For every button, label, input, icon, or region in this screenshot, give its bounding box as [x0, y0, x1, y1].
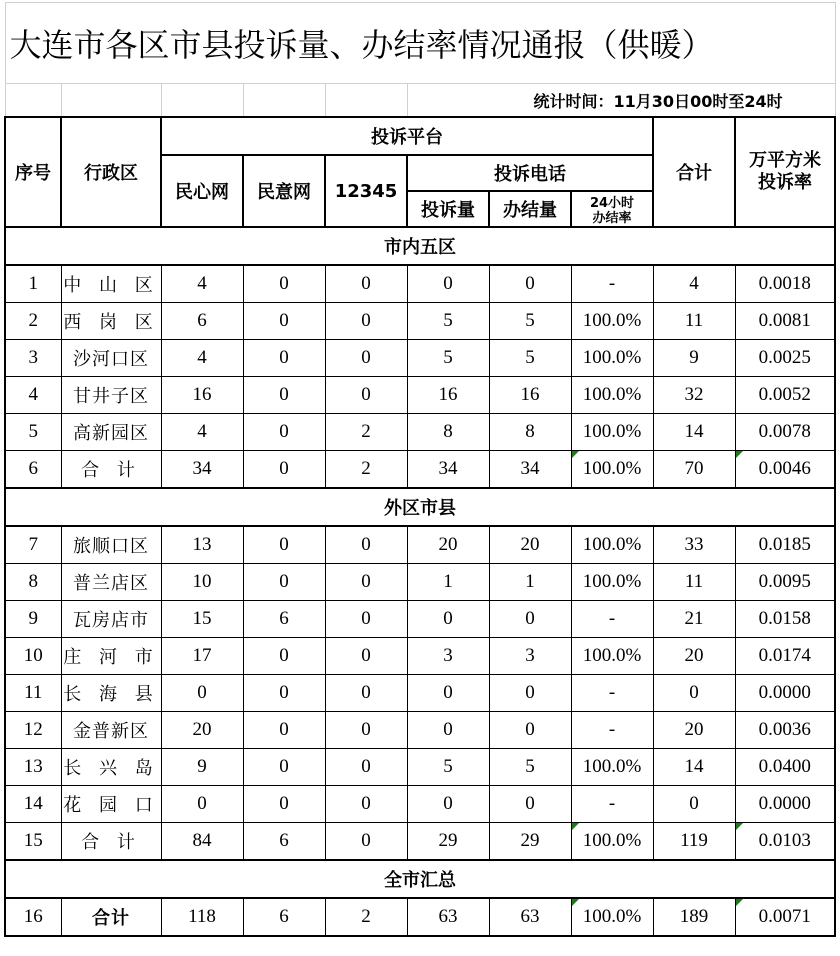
header-rate24-line2: 办结率	[592, 211, 632, 226]
cell-resolved[interactable]: 0	[489, 712, 571, 749]
section-title: 全市汇总	[5, 860, 835, 898]
cell-resolved[interactable]: 3	[489, 638, 571, 675]
cell-per-area[interactable]: 0.0000	[735, 786, 835, 823]
cell-minyi[interactable]: 0	[243, 340, 325, 377]
header-per-area-line1: 万平方米	[749, 150, 822, 171]
cell-seq[interactable]: 12	[5, 712, 61, 749]
header-minyi: 民意网	[243, 155, 325, 227]
table-row	[5, 340, 835, 377]
cell-total[interactable]: 9	[653, 340, 735, 377]
cell-district[interactable]: 西 岗 区	[61, 303, 161, 340]
empty-cell[interactable]	[243, 84, 325, 118]
header-phone: 投诉电话	[407, 155, 653, 191]
cell-complaints[interactable]: 16	[407, 377, 489, 414]
cell-per-area[interactable]: 0.0174	[735, 638, 835, 675]
cell-district[interactable]: 长 海 县	[61, 675, 161, 712]
cell-rate[interactable]: -	[571, 601, 653, 638]
cell-h12345[interactable]: 2	[325, 898, 407, 936]
cell-seq[interactable]: 6	[5, 451, 61, 489]
table-row	[5, 414, 835, 451]
cell-minyi[interactable]: 0	[243, 451, 325, 489]
table-row	[5, 749, 835, 786]
cell-h12345[interactable]: 2	[325, 414, 407, 451]
cell-complaints[interactable]: 63	[407, 898, 489, 936]
cell-h12345[interactable]: 0	[325, 340, 407, 377]
cell-per-area[interactable]: 0.0071	[735, 898, 835, 936]
cell-minxin[interactable]: 17	[161, 638, 243, 675]
cell-seq[interactable]: 14	[5, 786, 61, 823]
cell-seq[interactable]: 8	[5, 564, 61, 601]
cell-resolved[interactable]: 0	[489, 786, 571, 823]
table-row	[5, 303, 835, 340]
cell-complaints[interactable]: 0	[407, 601, 489, 638]
cell-per-area[interactable]: 0.0081	[735, 303, 835, 340]
cell-district[interactable]: 合计	[61, 898, 161, 936]
header-total: 合计	[653, 117, 735, 227]
cell-per-area[interactable]: 0.0000	[735, 675, 835, 712]
table-row	[5, 601, 835, 638]
cell-district[interactable]: 中 山 区	[61, 265, 161, 303]
cell-minxin[interactable]: 118	[161, 898, 243, 936]
cell-minyi[interactable]: 0	[243, 564, 325, 601]
cell-seq[interactable]: 15	[5, 823, 61, 861]
cell-district[interactable]: 合 计	[61, 823, 161, 861]
cell-district[interactable]: 高新园区	[61, 414, 161, 451]
header-resolved: 办结量	[489, 191, 571, 227]
cell-total[interactable]: 32	[653, 377, 735, 414]
cell-resolved[interactable]: 20	[489, 526, 571, 564]
cell-minxin[interactable]: 20	[161, 712, 243, 749]
cell-seq[interactable]: 3	[5, 340, 61, 377]
table-row	[5, 823, 835, 861]
cell-rate[interactable]: 100.0%	[571, 340, 653, 377]
cell-rate[interactable]: 100.0%	[571, 823, 653, 861]
cell-complaints[interactable]: 0	[407, 675, 489, 712]
cell-rate[interactable]: 100.0%	[571, 638, 653, 675]
spreadsheet	[4, 2, 834, 952]
cell-per-area[interactable]: 0.0052	[735, 377, 835, 414]
cell-total[interactable]: 21	[653, 601, 735, 638]
cell-h12345[interactable]: 0	[325, 638, 407, 675]
cell-complaints[interactable]: 3	[407, 638, 489, 675]
table-row	[5, 377, 835, 414]
cell-minxin[interactable]: 4	[161, 414, 243, 451]
cell-seq[interactable]: 5	[5, 414, 61, 451]
cell-total[interactable]: 20	[653, 712, 735, 749]
table-row	[5, 898, 835, 936]
cell-h12345[interactable]: 0	[325, 564, 407, 601]
cell-complaints[interactable]: 1	[407, 564, 489, 601]
cell-rate[interactable]: 100.0%	[571, 749, 653, 786]
header-complaints: 投诉量	[407, 191, 489, 227]
cell-district[interactable]: 旅顺口区	[61, 526, 161, 564]
header-rate24	[571, 191, 653, 227]
cell-resolved[interactable]: 63	[489, 898, 571, 936]
section-title: 外区市县	[5, 488, 835, 526]
cell-h12345[interactable]: 0	[325, 303, 407, 340]
cell-per-area[interactable]: 0.0046	[735, 451, 835, 489]
cell-total[interactable]: 33	[653, 526, 735, 564]
report-table	[4, 2, 836, 937]
cell-resolved[interactable]: 5	[489, 303, 571, 340]
cell-resolved[interactable]: 1	[489, 564, 571, 601]
cell-district[interactable]: 金普新区	[61, 712, 161, 749]
cell-per-area[interactable]: 0.0018	[735, 265, 835, 303]
header-district: 行政区	[61, 117, 161, 227]
section-title: 市内五区	[5, 227, 835, 265]
cell-h12345[interactable]: 0	[325, 265, 407, 303]
cell-minxin[interactable]: 13	[161, 526, 243, 564]
cell-per-area[interactable]: 0.0103	[735, 823, 835, 861]
cell-per-area[interactable]: 0.0400	[735, 749, 835, 786]
cell-district[interactable]: 沙河口区	[61, 340, 161, 377]
cell-minxin[interactable]: 6	[161, 303, 243, 340]
table-row	[5, 712, 835, 749]
cell-seq[interactable]: 10	[5, 638, 61, 675]
table-row	[5, 675, 835, 712]
cell-rate[interactable]: -	[571, 675, 653, 712]
cell-resolved[interactable]: 8	[489, 414, 571, 451]
header-per-area	[735, 117, 835, 227]
cell-total[interactable]: 119	[653, 823, 735, 861]
table-row	[5, 786, 835, 823]
cell-complaints[interactable]: 0	[407, 265, 489, 303]
cell-minxin[interactable]: 0	[161, 675, 243, 712]
cell-per-area[interactable]: 0.0185	[735, 526, 835, 564]
cell-total[interactable]: 0	[653, 675, 735, 712]
cell-per-area[interactable]: 0.0078	[735, 414, 835, 451]
cell-h12345[interactable]: 0	[325, 675, 407, 712]
cell-minyi[interactable]: 0	[243, 303, 325, 340]
cell-total[interactable]: 20	[653, 638, 735, 675]
cell-minyi[interactable]: 0	[243, 675, 325, 712]
cell-total[interactable]: 14	[653, 414, 735, 451]
cell-rate[interactable]: 100.0%	[571, 377, 653, 414]
empty-cell[interactable]	[325, 84, 407, 118]
cell-rate[interactable]: 100.0%	[571, 414, 653, 451]
header-minxin: 民心网	[161, 155, 243, 227]
cell-minyi[interactable]: 0	[243, 377, 325, 414]
cell-rate[interactable]: -	[571, 265, 653, 303]
cell-minyi[interactable]: 0	[243, 414, 325, 451]
cell-seq[interactable]: 7	[5, 526, 61, 564]
cell-total[interactable]: 4	[653, 265, 735, 303]
cell-minxin[interactable]: 34	[161, 451, 243, 489]
cell-seq[interactable]: 11	[5, 675, 61, 712]
cell-minxin[interactable]: 10	[161, 564, 243, 601]
cell-complaints[interactable]: 34	[407, 451, 489, 489]
cell-district[interactable]: 普兰店区	[61, 564, 161, 601]
cell-resolved[interactable]: 0	[489, 601, 571, 638]
cell-resolved[interactable]: 5	[489, 749, 571, 786]
table-row	[5, 265, 835, 303]
cell-minyi[interactable]: 0	[243, 749, 325, 786]
cell-minyi[interactable]: 6	[243, 823, 325, 861]
table-row	[5, 564, 835, 601]
cell-minxin[interactable]: 9	[161, 749, 243, 786]
cell-minyi[interactable]: 0	[243, 638, 325, 675]
cell-district[interactable]: 花 园 口	[61, 786, 161, 823]
cell-per-area[interactable]: 0.0095	[735, 564, 835, 601]
cell-resolved[interactable]: 0	[489, 675, 571, 712]
cell-resolved[interactable]: 5	[489, 340, 571, 377]
cell-rate[interactable]: 100.0%	[571, 526, 653, 564]
empty-cell[interactable]	[61, 84, 161, 118]
cell-district[interactable]: 合 计	[61, 451, 161, 489]
cell-resolved[interactable]: 0	[489, 265, 571, 303]
cell-seq[interactable]: 13	[5, 749, 61, 786]
cell-total[interactable]: 189	[653, 898, 735, 936]
cell-minxin[interactable]: 16	[161, 377, 243, 414]
cell-complaints[interactable]: 0	[407, 712, 489, 749]
cell-minyi[interactable]: 6	[243, 898, 325, 936]
cell-minxin[interactable]: 84	[161, 823, 243, 861]
cell-complaints[interactable]: 5	[407, 749, 489, 786]
cell-complaints[interactable]: 5	[407, 303, 489, 340]
cell-seq[interactable]: 9	[5, 601, 61, 638]
cell-h12345[interactable]: 0	[325, 712, 407, 749]
cell-complaints[interactable]: 20	[407, 526, 489, 564]
cell-complaints[interactable]: 5	[407, 340, 489, 377]
cell-seq[interactable]: 16	[5, 898, 61, 936]
cell-resolved[interactable]: 34	[489, 451, 571, 489]
empty-cell[interactable]	[5, 84, 61, 118]
cell-rate[interactable]: -	[571, 712, 653, 749]
table-row	[5, 638, 835, 675]
cell-total[interactable]: 0	[653, 786, 735, 823]
cell-h12345[interactable]: 0	[325, 749, 407, 786]
cell-minyi[interactable]: 6	[243, 601, 325, 638]
cell-per-area[interactable]: 0.0158	[735, 601, 835, 638]
cell-district[interactable]: 甘井子区	[61, 377, 161, 414]
cell-minxin[interactable]: 0	[161, 786, 243, 823]
cell-rate[interactable]: 100.0%	[571, 303, 653, 340]
header-rate24-line1: 24小时	[589, 196, 635, 211]
cell-complaints[interactable]: 0	[407, 786, 489, 823]
cell-district[interactable]: 庄 河 市	[61, 638, 161, 675]
cell-complaints[interactable]: 29	[407, 823, 489, 861]
cell-minyi[interactable]: 0	[243, 712, 325, 749]
cell-total[interactable]: 70	[653, 451, 735, 489]
cell-minyi[interactable]: 0	[243, 786, 325, 823]
cell-rate[interactable]: -	[571, 786, 653, 823]
cell-complaints[interactable]: 8	[407, 414, 489, 451]
cell-h12345[interactable]: 0	[325, 601, 407, 638]
cell-rate[interactable]: 100.0%	[571, 898, 653, 936]
header-platform: 投诉平台	[161, 117, 653, 155]
cell-total[interactable]: 11	[653, 303, 735, 340]
cell-h12345[interactable]: 0	[325, 526, 407, 564]
cell-h12345[interactable]: 0	[325, 786, 407, 823]
cell-per-area[interactable]: 0.0036	[735, 712, 835, 749]
cell-rate[interactable]: 100.0%	[571, 564, 653, 601]
report-title: 大连市各区市县投诉量、办结率情况通报（供暖）	[5, 3, 835, 84]
cell-minxin[interactable]: 15	[161, 601, 243, 638]
table-row	[5, 526, 835, 564]
cell-h12345[interactable]: 0	[325, 377, 407, 414]
cell-district[interactable]: 长 兴 岛	[61, 749, 161, 786]
cell-total[interactable]: 11	[653, 564, 735, 601]
table-row	[5, 451, 835, 489]
header-per-area-line2: 投诉率	[758, 172, 813, 193]
cell-seq[interactable]: 4	[5, 377, 61, 414]
header-12345: 12345	[325, 155, 407, 227]
cell-minyi[interactable]: 0	[243, 526, 325, 564]
cell-seq[interactable]: 1	[5, 265, 61, 303]
cell-h12345[interactable]: 2	[325, 451, 407, 489]
stat-time: 统计时间：11月30日00时至24时	[407, 84, 835, 118]
cell-total[interactable]: 14	[653, 749, 735, 786]
cell-per-area[interactable]: 0.0025	[735, 340, 835, 377]
cell-h12345[interactable]: 0	[325, 823, 407, 861]
header-seq: 序号	[5, 117, 61, 227]
cell-resolved[interactable]: 29	[489, 823, 571, 861]
cell-resolved[interactable]: 16	[489, 377, 571, 414]
empty-cell[interactable]	[161, 84, 243, 118]
cell-minxin[interactable]: 4	[161, 340, 243, 377]
cell-rate[interactable]: 100.0%	[571, 451, 653, 489]
cell-seq[interactable]: 2	[5, 303, 61, 340]
cell-district[interactable]: 瓦房店市	[61, 601, 161, 638]
cell-minyi[interactable]: 0	[243, 265, 325, 303]
cell-minxin[interactable]: 4	[161, 265, 243, 303]
